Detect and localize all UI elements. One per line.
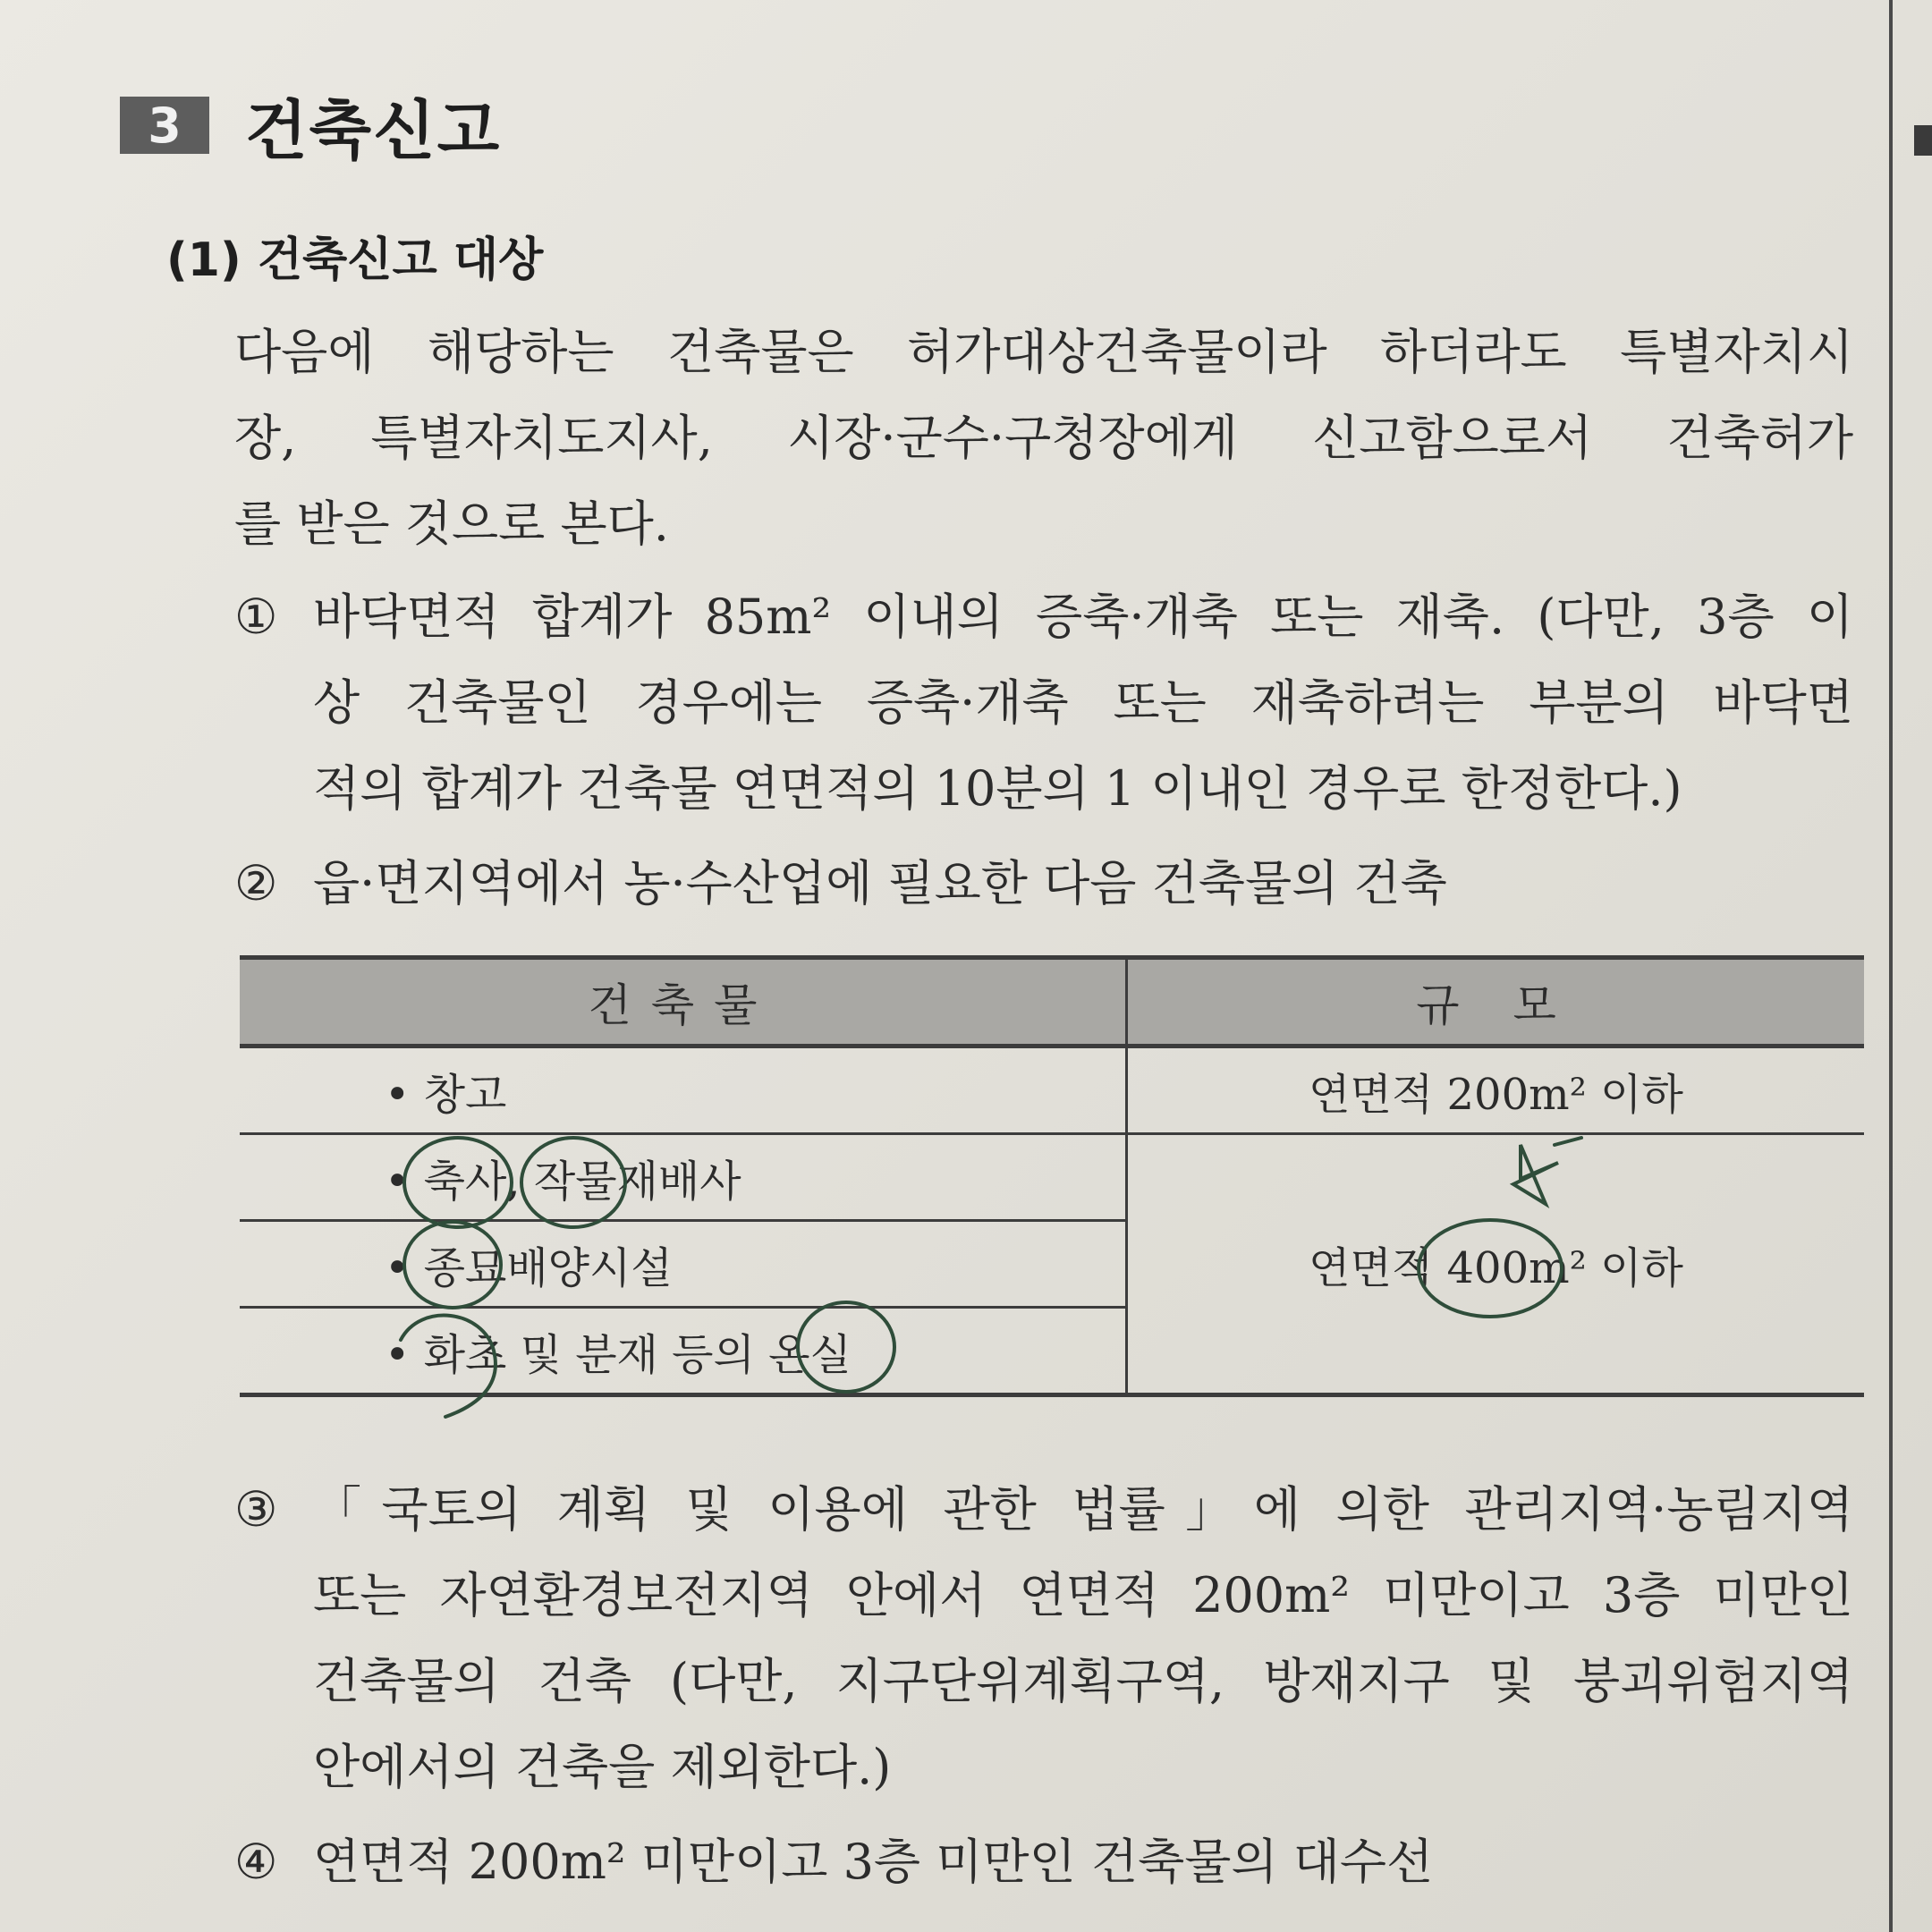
intro-line: 장, 특별자치도지사, 시장·군수·구청장에게 신고함으로서 건축허가 bbox=[234, 410, 1853, 466]
list-item-1 bbox=[234, 574, 1853, 832]
table-row bbox=[240, 1134, 1864, 1221]
item-line: 「국토의 계획 및 이용에 관한 법률」에 의한 관리지역·농림지역 bbox=[313, 1481, 1853, 1538]
section-number: 3 bbox=[120, 97, 209, 154]
item-marker: ② bbox=[234, 855, 278, 911]
item-line: 적의 합계가 건축물 연면적의 10분의 1 이내인 경우로 한정한다.) bbox=[313, 760, 1682, 817]
list-item-3 bbox=[234, 1467, 1853, 1810]
intro-line: 를 받은 것으로 본다. bbox=[234, 496, 669, 552]
cell-building: • 창고 bbox=[240, 1046, 1127, 1134]
page-edge-tab bbox=[1914, 125, 1932, 156]
intro-line: 다음에 해당하는 건축물은 허가대상건축물이라 하더라도 특별자치시 bbox=[234, 324, 1853, 380]
item-marker: ③ bbox=[234, 1481, 278, 1538]
table-row bbox=[240, 1046, 1864, 1134]
item-line: 바닥면적 합계가 85m² 이내의 증축·개축 또는 재축. (다만, 3층 이 bbox=[313, 589, 1853, 645]
item-body bbox=[313, 1467, 1853, 1810]
item-marker: ① bbox=[234, 589, 278, 645]
item-line: 또는 자연환경보전지역 안에서 연면적 200m² 미만이고 3층 미만인 bbox=[313, 1567, 1853, 1623]
cell-building: • 화초 및 분재 등의 온실 bbox=[240, 1308, 1127, 1395]
list-item-2 bbox=[234, 841, 1853, 927]
cell-building: • 종묘배양시설 bbox=[240, 1221, 1127, 1308]
building-scale-table bbox=[240, 955, 1864, 1397]
item-line: 건축물의 건축 (다만, 지구단위계획구역, 방재지구 및 붕괴위험지역 bbox=[313, 1653, 1853, 1709]
item-line: 안에서의 건축을 제외한다.) bbox=[313, 1739, 892, 1795]
item-line: 읍·면지역에서 농·수산업에 필요한 다음 건축물의 건축 bbox=[313, 855, 1447, 911]
table-header-row bbox=[240, 958, 1864, 1046]
cell-scale: 연면적 200m² 이하 bbox=[1127, 1046, 1865, 1134]
list-item-4 bbox=[234, 1819, 1853, 1905]
item-body bbox=[313, 1819, 1853, 1905]
section-title: 건축신고 bbox=[245, 93, 502, 168]
header-scale: 규 모 bbox=[1127, 958, 1865, 1046]
cell-building: • 축사, 작물재배사 bbox=[240, 1134, 1127, 1221]
item-line: 연면적 200m² 미만이고 3층 미만인 건축물의 대수선 bbox=[313, 1834, 1434, 1890]
subsection-title: (1) 건축신고 대상 bbox=[166, 233, 544, 287]
item-marker: ④ bbox=[234, 1834, 278, 1890]
section-header bbox=[120, 89, 502, 168]
item-body bbox=[313, 574, 1853, 832]
item-line: 상 건축물인 경우에는 증축·개축 또는 재축하려는 부분의 바닥면 bbox=[313, 674, 1853, 731]
page-margin-rule bbox=[1889, 0, 1893, 1932]
cell-scale: 연면적 400m² 이하 bbox=[1127, 1134, 1865, 1395]
item-body bbox=[313, 841, 1853, 927]
table bbox=[240, 955, 1864, 1397]
header-building: 건축물 bbox=[240, 958, 1127, 1046]
intro-paragraph bbox=[234, 309, 1853, 567]
